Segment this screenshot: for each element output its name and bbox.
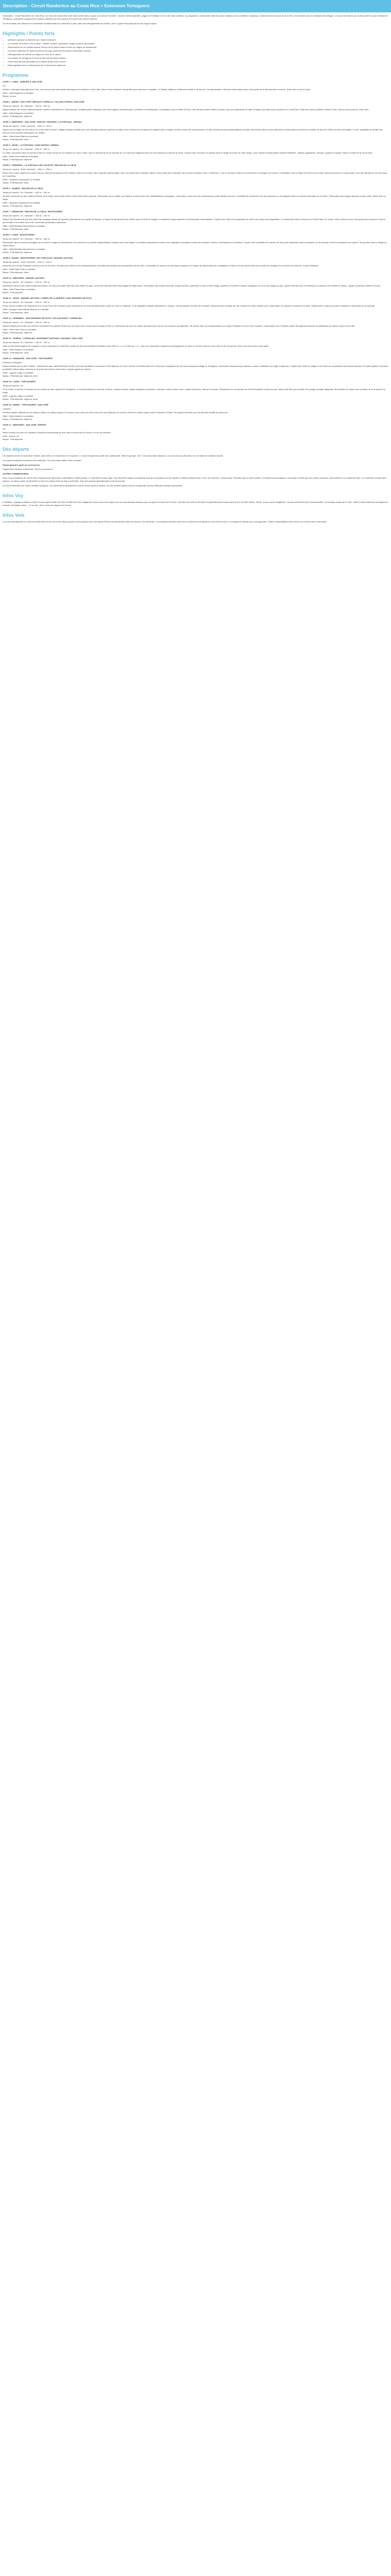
flight-info-heading: Infos Vols: [3, 513, 25, 518]
day-description: Selon l'horaire de votre vol, transfert à l'aéroport international de San José et envol vers la France. Fin de nos services.: [3, 431, 111, 434]
day-lodging: Hôtel : Nuit en vol: [3, 435, 19, 437]
day-meals: Repas : Petit déjeuner, dîner: [3, 181, 29, 184]
day-title: JOUR 11 : JEUDI - MANUEL ANTONIO / CERRO DE LA MUERTE / SAN GERARDO DE DOTA: [3, 297, 92, 299]
day-lodging: Hôtel : Hôtel Montaña Monteverde ou similaire: [3, 248, 45, 250]
day-meta: Temps de marche : 2h / Dénivelé : +150 m / -150 m: [3, 321, 50, 324]
day-title: JOUR 15 : LUNDI - TORTUGUERO: [3, 380, 36, 383]
day-title: JOUR 5 : VENDREDI - LA FORTUNA / RIO CELESTE / RINCÓN DE LA VIEJA: [3, 164, 76, 166]
day-meta: Temps de marche : 4h / Dénivelé : +350 m / -350 m: [3, 238, 50, 240]
day-title: JOUR 3 : MERCREDI - SAN JOSÉ / SARCHÍ / ZARCERO / LA FORTUNA - ARENAL: [3, 121, 83, 123]
day-title: JOUR 13 : SAMEDI - TURRIALBA / MONUMENT NATIONAL GUAYABO / SAN JOSÉ: [3, 337, 83, 340]
day-block: [3, 210, 388, 231]
day-lodging: Hôtel : Hôtel Arenal Manoa ou similaire: [3, 135, 39, 138]
departures-heading: Dés départs: [3, 447, 29, 452]
day-description: Le matin, randonnée dans la réserve privée du volcan Arenal sur les sentiers du Cerro Chato, avec la découverte de la cascade de La Fortuna et baignade dans les eaux fraîches au pied de la chute. L'après-midi, excursion en bateau dans le refuge de faune de Caño Negro, zone humide exceptionnelle classée RAMSAR : oiseaux aquatiques, caïmans, iguanes et singes. Retour à l'hôtel en fin de journée.: [3, 151, 373, 154]
day-meta: Temps de marche : 4h / Dénivelé : +400 m / -400 m: [3, 191, 50, 194]
day-block: [3, 233, 388, 254]
day-block: [3, 257, 388, 274]
day-description: Départ matinal pour tenter une dernière observation du quetzal. Route vers le volcan Irazú, le plus haut du pays (3 432 m). Randonnée au bord du cratère principal et de son lac aux couleurs changeantes. Par temps clair, vue exceptionnelle sur l'océan Pacifique et la mer des Caraïbes. Continuation vers Turrialba, petite ville agricole entourée de plantations de canne à sucre et de café.: [3, 325, 355, 327]
day-meals: Repas : Petit déjeuner, dîner: [3, 271, 29, 274]
day-description: Départ vers Monteverde par des routes de montagne offrant de superbes panoramas sur le golfe de Nicoya. La région de Monteverde est célèbre pour sa forêt de nuages, écosystème unique abritant une biodiversité extraordinaire. L'après-midi, visite d'une plantation de café et de cacao avec dégustation, ou randonnée dans la réserve de Santa Elena. En soirée, sortie nocturne avec votre guide pour observer la faune qui s'éveille à la tombée de la nuit : tarentules, grenouilles, paresseux.: [3, 218, 385, 224]
day-block: [3, 317, 388, 334]
day-meals: Repas : Aucun: [3, 95, 17, 97]
highlight-item: • Hébergements de charme en lodges au cœur de la nature: [8, 53, 388, 56]
day-lodging: Hôtel : Laguna Lodge ou similaire: [3, 371, 34, 374]
day-lodging: Hôtel : Hôtel Montaña Monteverde ou similaire: [3, 225, 45, 227]
day-block: [3, 80, 388, 98]
day-lodging: Hôtel : Hacienda Guachipelin ou similaire: [3, 201, 41, 204]
day-block: [3, 164, 388, 184]
day-title: JOUR 14 : DIMANCHE - SAN JOSÉ / TORTUGUERO: [3, 357, 53, 360]
day-meta: Transfert: [3, 408, 11, 410]
day-title: JOUR 8 : LUNDI - MONTEVERDE: [3, 233, 35, 236]
day-meals: Repas : Petit déjeuner, déjeuner: [3, 331, 32, 334]
day-description: Descente vers la côte Pacifique. Arrêt au pont de la rivière Tárcoles pour observer les impressionnants crocodiles américains qui se prélassent sur les rives. Continuation le long de la côte jusqu'à Quepos et la région de Manuel Antonio. Installation à l'hôtel et fin de journée libre pour profiter de la plage et du coucher de soleil sur l'océan Pacifique.: [3, 264, 319, 267]
day-meta: Temps de marche : 1h30 / Dénivelé : +100 m / -100 m: [3, 261, 52, 263]
day-description: Départ matinal vers le parc national Braulio Carrillo et randonnée en forêt primaire, véritable jardin botanique avec ses fougères arborescentes, orchidées et broméliacées. Continuation vers la vallée d'Orosi, l'une des plus belles vallées du pays, avec ses plantations de café et l'église coloniale la plus ancienne du Costa Rica. Visite des ruines d'Ujarrás. Retour à San José en fin de journée. Dîner libre.: [3, 108, 369, 111]
day-lodging: Hôtel : Hôtel Aranjuez ou similaire: [3, 415, 34, 417]
highlights-list: [8, 39, 388, 67]
day-meta: Vol.: [3, 84, 6, 87]
day-lodging: Hôtel : Hôtel Aranjuez ou similaire: [3, 348, 34, 351]
day-meals: Repas : Petit déjeuner, dîner: [3, 351, 29, 354]
day-meta: Temps de marche : 3h / Dénivelé : +250 m / -250 m: [3, 301, 50, 303]
highlight-item: • Départ garanti avec un petit groupe de 12 personnes maximum: [8, 64, 388, 67]
comments-subheading: AUTRES COMMENTAIRES: [3, 472, 29, 475]
day-meta: Temps de marche : 3h30 / Dénivelé : +300 m / -300 m: [3, 168, 52, 171]
day-meals: Repas : Petit déjeuner, déjeuner: [3, 205, 32, 207]
departures-text: Supplément chambre individuelle : 590 € par personne.: [3, 468, 54, 470]
day-description: Route vers la cordillère de Talamanca et le col du Cerro de la Muerte, point culminant de la route panaméricaine à plus de 3 400 m d'altitude, où la végétation change radicalement : páramo, chênes géants couverts de mousses. Descente dans la vallée de San Gerardo de Dota, réputée pour l'observation du quetzal et la pêche à la truite. Randonnée le long de la rivière Savegre et découverte de la cascade.: [3, 304, 376, 307]
day-block: [3, 144, 388, 161]
day-title: JOUR 12 : VENDREDI - SAN GERARDO DE DOTA / VOLCAN IRAZÚ / TURRIALBA: [3, 317, 82, 319]
travel-info-heading: Infos Voy: [3, 493, 23, 498]
main-content: [0, 12, 391, 528]
highlight-item: • Les canaux de Tortuguero et la ponte des tortues (selon saison): [8, 57, 388, 60]
day-meals: Repas : Petit déjeuner: [3, 438, 23, 440]
highlight-item: • La richesse de la flore et de la faune : colibris, toucans, paresseux, singes hurleurs, grenouilles: [8, 42, 388, 45]
day-title: JOUR 2 : MARDI - SAN JOSÉ / BRAULIO CARRILLO / VALLÉE D'OROSI / SAN JOSÉ: [3, 100, 85, 103]
day-lodging: Hôtel : Hôtel Plaza Yara ou similaire: [3, 268, 36, 270]
day-title: JOUR 4 : JEUDI - LA FORTUNA / CANO NEGRO / ARENAL: [3, 144, 59, 146]
day-lodging: Hôtel : Hôtel Aranjuez ou similaire: [3, 112, 34, 114]
day-description: Dernière balade matinale sur les canaux. Retour en bateau jusqu'à La Pavona, puis route vers San José avec arrêt déjeuner en chemin. Arrivée en début d'après-midi et transfert à l'hôtel. Fin d'après-midi libre pour les derniers achats de souvenirs.: [3, 411, 229, 414]
day-description: Visite du site archéologique de Guayabo, le plus important du Costa Rica, ancienne cité précolombienne habitée entre 1000 av. J.-C. et 1400 ap. J.-C., avec ses chaussées, aqueducs et pétroglyphes au cœur de la forêt. Retour à San José en fin de journée. Dîner d'au revoir avec votre guide.: [3, 345, 269, 347]
day-block: [3, 337, 388, 354]
day-meals: Repas : Petit déjeuner, déjeuner, dîner: [3, 375, 38, 377]
day-title: JOUR 9 : MARDI - MONTEVERDE / RIO TÁRCOLES / MANUEL ANTONIO: [3, 257, 73, 259]
highlight-item: • DEPART GARANTI A PARTIR DE 2 PARTICIPANTS: [8, 39, 388, 42]
day-meals: Repas : Petit déjeuner, déjeuner: [3, 251, 32, 253]
day-lodging: Hôtel : Hôtel Casa Turire ou similaire: [3, 328, 37, 331]
day-lodging: Hôtel : Laguna Lodge ou similaire: [3, 395, 34, 397]
day-lodging: Hôtel : Hôtel Plaza Yara ou similaire: [3, 288, 36, 291]
day-lodging: Hôtel : Savegre Hotel Natural Reserve ou similaire: [3, 308, 49, 311]
highlight-item: • Guide francophone spécialiste de la nature durant tout le circuit: [8, 60, 388, 63]
day-meals: Repas : Petit déjeuner: [3, 291, 23, 294]
day-block: [3, 423, 388, 441]
day-meals: Repas : Petit déjeuner, dîner: [3, 138, 29, 141]
day-block: [3, 357, 388, 378]
day-title: JOUR 16 : MARDI - TORTUGUERO / SAN JOSÉ: [3, 403, 48, 406]
day-meals: Repas : Petit déjeuner, dîner: [3, 228, 29, 230]
day-meta: Vol.: [3, 428, 6, 430]
day-meta: Extension Tortuguero: [3, 361, 22, 364]
day-title: JOUR 6 : SAMEDI - RINCÓN DE LA VIEJA: [3, 187, 43, 190]
intro: [3, 14, 388, 25]
travel-info-text: Formalités : passeport valide au moins 6 mois après la date de retour et billet de retour obligatoire. Aucun visa n'est requis pour les ressortissants français pour un séjour de moins de 90 jours. Une taxe de sortie du territoire est généralement incluse dans le prix du billet d'avion. Santé : aucun vaccin obligatoire ; vaccins universels à jour recommandés. La monnaie locale est le colón, mais le dollar américain est largement accepté. Décalage horaire : -7h en été, -8h en hiver par rapport à la France.: [3, 501, 388, 506]
day-title: JOUR 10 : MERCREDI - MANUEL ANTONIO: [3, 277, 45, 279]
day-description: Route vers le parc national du volcan Tenorio. Randonnée jusqu'au Rio Celeste, rivière à la couleur bleu turquoise spectaculaire, due à un phénomène chimique naturel. Découverte de la cascade, des sources chaudes et des « teñideros », lieu où les deux rivières se rencontrent et changent de couleur. Continuation vers la région de Rincón de la Vieja, dans la province du Guanacaste, terre des sabaneros, les cow-boys du Costa Rica.: [3, 172, 387, 177]
day-meta: Temps de marche : 3h / Dénivelé : +200 m / -200 m: [3, 281, 50, 283]
day-meta: Temps de marche : 2h / Dénivelé : +150 m / -150 m: [3, 214, 50, 217]
day-title: JOUR 1 : LUNDI - ARRIVÉE À SAN JOSÉ: [3, 80, 42, 83]
day-lodging: Hôtel : Hôtel Aranjuez ou similaire: [3, 92, 34, 94]
day-block: [3, 100, 388, 118]
departures-subheading: Départ garanti à partir de 2 personnes: [3, 464, 40, 466]
day-description: Journée consacrée au parc national Rincón de la Vieja, volcan actif entouré d'une forêt sèche tropicale. Randonnée sur le sentier Las Pailas à la découverte des manifestations volcaniques : fumerolles, mares de boue bouillonnante, petits volcans de boue. Possibilité de randonnée vers les cascades ou de baignade dans les sources thermales de la rivière. Observation des singes capucins et des coatis. Soirée libre au lodge.: [3, 195, 386, 200]
day-meta: Temps de marche : 3h / Dénivelé : +350 m / -350 m: [3, 148, 50, 150]
day-meals: Repas : Petit déjeuner, déjeuner: [3, 418, 32, 420]
day-description: Départ vers la région de la Fortuna. En route, arrêt à Sarchí, village d'artisans célèbre pour ses charrettes peintes, symbole du pays, puis à Zarcero et son jardin de topiaires face à l'église. Arrivée au pied du volcan Arenal, l'un des volcans les plus emblématiques du pays. Randonnée dans le parc national du volcan Arenal à travers les coulées de lave de 1968 et la forêt secondaire. Le soir, possibilité de profiter des sources d'eau chaude volcaniques (en option).: [3, 128, 383, 134]
page-banner: [0, 0, 391, 12]
comments-text: Nous vous conseillons de prévoir des chaussures de randonnée confortables et déjà portées, un vêtement de pluie léger, des vêtements légers et respirants ainsi qu'une polaire pour les soirées en altitude (Monteverde, Cerro de la Muerte, volcan Irazú). N'oubliez pas la crème solaire, le répulsif anti-moustiques, une lampe frontale pour les sorties nocturnes, des jumelles et un maillot de bain. Le Costa Rica connaît deux saisons : la saison sèche de décembre à avril et la saison verte de mai à novembre, avec des averses généralement en fin de journée.: [3, 477, 387, 482]
flight-info-text: Les vols internationaux ne sont pas inclus dans le prix du circuit. Nous pouvons vous proposer des vols depuis Paris et les principales villes de province, sur demande. Les transferts aéroport sont inclus à l'arrivée et au départ si vous arrivez le jour 1 et repartez le dernier jour du programme. Tarifs et disponibilités sous réserve au moment de la réservation.: [3, 520, 328, 523]
program-heading: Programme: [3, 73, 29, 78]
comments-text: Ce circuit nécessite une bonne condition physique : les randonnées quotidiennes sont de niveau facile à modéré, sur des sentiers parfois boueux et glissants. Aucune difficulté technique particulière.: [3, 484, 183, 487]
day-title: JOUR 17 : MERCREDI - SAN JOSÉ / DÉPART: [3, 423, 46, 426]
page-title: Description - Circuit Randoréco au Costa Rica + Extension Tortuguero: [3, 3, 150, 8]
day-meals: Repas : Petit déjeuner, déjeuner: [3, 115, 32, 117]
day-block: [3, 187, 388, 208]
day-block: [3, 277, 388, 294]
day-meals: Repas : Petit déjeuner, déjeuner, dîner: [3, 398, 38, 400]
day-block: [3, 297, 388, 314]
day-block: [3, 121, 388, 141]
day-description: Randonnée dans la réserve biologique de la forêt de nuages de Monteverde, à la recherche du quetzal resplendissant, l'oiseau sacré des Mayas. Les sentiers serpentent à travers une végétation luxuriante couverte de mousses, lichens, broméliacées et orchidées. L'après-midi, possibilité de marcher sur les ponts suspendus dans la canopée, ou de survoler la forêt en tyrolienne (en option). Temps libre dans le village de Santa Elena.: [3, 241, 387, 247]
intro-paragraph: Un circuit idéal pour découvrir la biodiversité exceptionnelle du Costa Rica à pied, dans des hébergements de charme, avec un guide francophone tout au long du séjour.: [3, 22, 157, 25]
day-title: JOUR 7 : DIMANCHE - RINCÓN DE LA VIEJA / MONTEVERDE: [3, 210, 62, 213]
departures-text: Les départs ont lieu le lundi toute l'année, sauf entre le 15 décembre et le 5 janvier. Le circuit est garanti à partir de 2 participants. Taille du groupe : de 2 à 12 personnes maximum. Les prix sont par personne, sur une base de chambre double.: [3, 454, 224, 457]
day-description: Arrivée à l'aéroport international de San José, accueil par votre guide francophone et transfert à votre hôtel. Selon l'heure d'arrivée, temps libre pour découvrir la capitale : le Théâtre National, le Marché Central, le Musée de l'Or précolombien. Réunion d'information avec votre guide sur le déroulement du circuit. Dîner libre et nuit à l'hôtel.: [3, 88, 311, 91]
day-description: Tôt le matin, excursion en bateau sur les canaux du parc national de Tortuguero, le moment idéal pour observer la faune : singes hurleurs, singes araignées, paresseux, caïmans, tortues d'eau douce, martins-pêcheurs, hérons et toucans. Randonnée sur les sentiers de la forêt tropicale humide du parc. Après-midi libre pour profiter de la plage sauvage (baignade déconseillée en raison des courants) ou de la piscine du lodge.: [3, 388, 386, 394]
highlight-item: • Les parcs nationaux et réserves privées du pays, parmi les plus belles d'Amérique centrale: [8, 49, 388, 53]
intro-paragraph: Description - Circuit Randonée au Costa Rica. Un circuit de randonnée et de découverte dans un pays où la nature est reine : volcans, forêts tropicales, plages du Pacifique et de la mer des Caraïbes. Au programme, randonnées dans les parcs nationaux de la cordillère volcanique, observation de la faune et de la flore, et rencontre avec les habitants des villages. Le circuit se termine par la découverte du parc national de Tortuguero, accessible uniquement en bateau, célèbre pour ses canaux et la ponte des tortues marines.: [3, 14, 388, 20]
day-description: Randonnée dans le parc national Manuel Antonio, l'un des plus petits mais des plus visités du pays, où la forêt tropicale rejoint des plages de sable blanc. Observation des singes écureuils, singes hurleurs, paresseux à deux et trois doigts, iguanes et nombreux oiseaux. Baignade sur l'une des plages du parc. Après-midi libre pour se détendre ou pratiquer une activité en option : kayak, snorkeling, balade à cheval.: [3, 284, 381, 287]
highlight-item: • Randonnées sur les volcans Arenal, Rincón de la Vieja et dans la forêt de nuages de Monteverde: [8, 46, 388, 49]
day-block: [3, 403, 388, 421]
day-block: [3, 380, 388, 401]
day-meta: Temps de marche : 2h / Dénivelé : +150 m / -150 m: [3, 341, 50, 344]
highlights-heading: Highlights / Points forts: [3, 31, 55, 36]
day-lodging: Hôtel : Hôtel Arenal Manoa ou similaire: [3, 155, 39, 158]
day-description: Départ matinal vers la côte Caraïbe. Traversée du parc national Braulio Carrillo, puis des plantations de bananes. Petit déjeuner en route. Arrivée à l'embarcadère de La Pavona et navigation sur les canaux jusqu'au village de Tortuguero, accessible uniquement par bateau ou avion. Installation au lodge et déjeuner. L'après-midi, visite du village et du centre de conservation des tortues marines. En saison (juillet à octobre), possibilité d'observation nocturne de la ponte des tortues vertes avec un guide agréé (en option).: [3, 365, 388, 370]
day-meals: Repas : Petit déjeuner, déjeuner: [3, 158, 32, 161]
day-lodging: Hôtel : Hacienda Guachipelin ou similaire: [3, 178, 41, 181]
day-meals: Repas : Petit déjeuner, dîner: [3, 311, 29, 314]
day-meta: Temps de marche : 2h30 / Dénivelé : +200 m / -200 m: [3, 125, 52, 127]
day-meta: Temps de marche : 3h / Dénivelé : +300 m / -300 m: [3, 105, 50, 107]
departures-text: Les départs indiqués ci-dessous sont confirmés. Pour les autres dates, nous consulter.: [3, 459, 82, 462]
day-meta: Temps de marche : 2h: [3, 384, 23, 387]
